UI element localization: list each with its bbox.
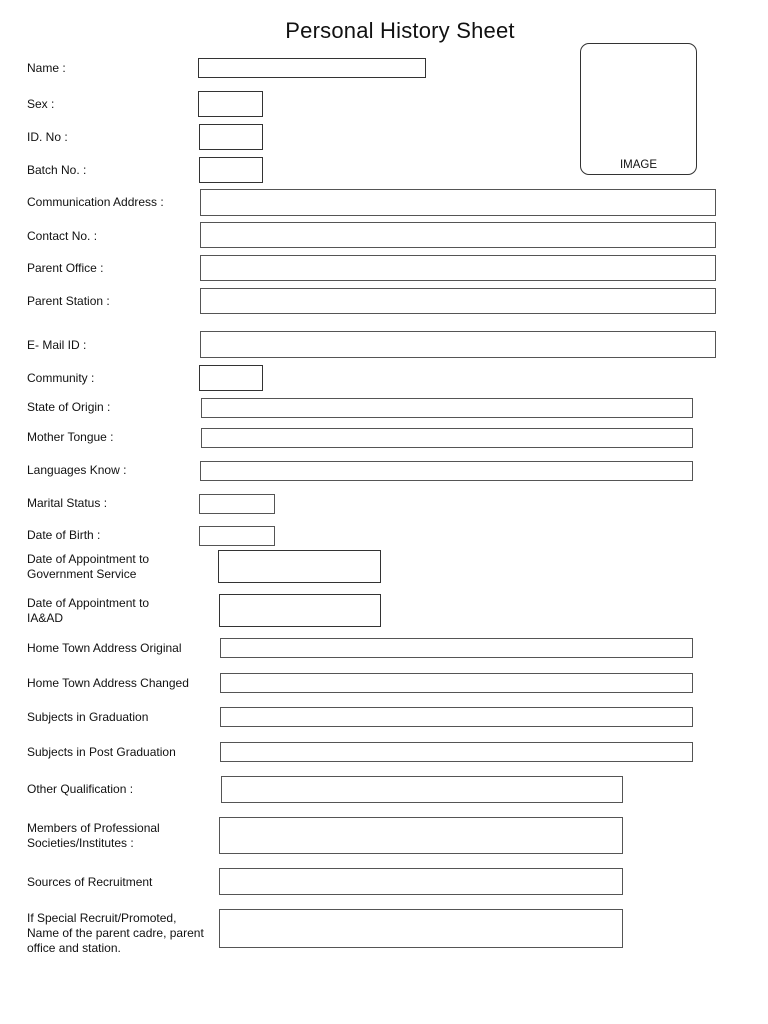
- professional-societies-field[interactable]: [219, 817, 623, 854]
- batch-no-field[interactable]: [199, 157, 263, 183]
- subjects-graduation-field[interactable]: [220, 707, 693, 727]
- label-other-qualification: Other Qualification :: [27, 782, 134, 796]
- label-mother-tongue: Mother Tongue :: [27, 430, 114, 444]
- label-marital-status: Marital Status :: [27, 496, 108, 510]
- label-parent-station: Parent Station :: [27, 294, 110, 308]
- parent-office-field[interactable]: [200, 255, 716, 281]
- label-state-of-origin: State of Origin :: [27, 400, 111, 414]
- label-home-town-original: Home Town Address Original: [27, 641, 182, 655]
- communication-address-field[interactable]: [200, 189, 716, 216]
- label-professional-societies: Members of Professional Societies/Institutes :: [27, 821, 160, 850]
- label-name: Name :: [27, 61, 66, 75]
- other-qualification-field[interactable]: [221, 776, 623, 803]
- contact-no-field[interactable]: [200, 222, 716, 248]
- id-no-field[interactable]: [199, 124, 263, 150]
- label-subjects-post-graduation: Subjects in Post Graduation: [27, 745, 176, 759]
- label-id-no: ID. No :: [27, 130, 68, 144]
- label-subjects-graduation: Subjects in Graduation: [27, 710, 149, 724]
- label-community: Community :: [27, 371, 95, 385]
- label-special-recruit: If Special Recruit/Promoted, Name of the parent cadre, parent office and station.: [27, 911, 204, 955]
- date-of-birth-field[interactable]: [199, 526, 275, 546]
- page-title: Personal History Sheet: [285, 18, 515, 43]
- special-recruit-field[interactable]: [219, 909, 623, 948]
- mother-tongue-field[interactable]: [201, 428, 693, 448]
- subjects-post-graduation-field[interactable]: [220, 742, 693, 762]
- email-id-field[interactable]: [200, 331, 716, 358]
- label-date-appointment-iaad: Date of Appointment to IA&AD: [27, 596, 150, 625]
- state-of-origin-field[interactable]: [201, 398, 693, 418]
- label-parent-office: Parent Office :: [27, 261, 104, 275]
- community-field[interactable]: [199, 365, 263, 391]
- label-batch-no: Batch No. :: [27, 163, 87, 177]
- label-contact-no: Contact No. :: [27, 229, 98, 243]
- label-languages-know: Languages Know :: [27, 463, 127, 477]
- label-date-appointment-govt: Date of Appointment to Government Service: [27, 552, 150, 581]
- photo-box[interactable]: [580, 43, 697, 175]
- home-town-original-field[interactable]: [220, 638, 693, 658]
- label-home-town-changed: Home Town Address Changed: [27, 676, 189, 690]
- date-appointment-govt-field[interactable]: [218, 550, 381, 583]
- date-appointment-iaad-field[interactable]: [219, 594, 381, 627]
- parent-station-field[interactable]: [200, 288, 716, 314]
- home-town-changed-field[interactable]: [220, 673, 693, 693]
- label-date-of-birth: Date of Birth :: [27, 528, 101, 542]
- photo-label: IMAGE: [619, 159, 658, 171]
- label-sex: Sex :: [27, 97, 55, 111]
- marital-status-field[interactable]: [199, 494, 275, 514]
- label-communication-address: Communication Address :: [27, 195, 164, 209]
- name-field[interactable]: [198, 58, 426, 78]
- label-sources-of-recruitment: Sources of Recruitment: [27, 875, 153, 889]
- languages-know-field[interactable]: [200, 461, 693, 481]
- label-email-id: E- Mail ID :: [27, 338, 87, 352]
- sources-of-recruitment-field[interactable]: [219, 868, 623, 895]
- sex-field[interactable]: [198, 91, 263, 117]
